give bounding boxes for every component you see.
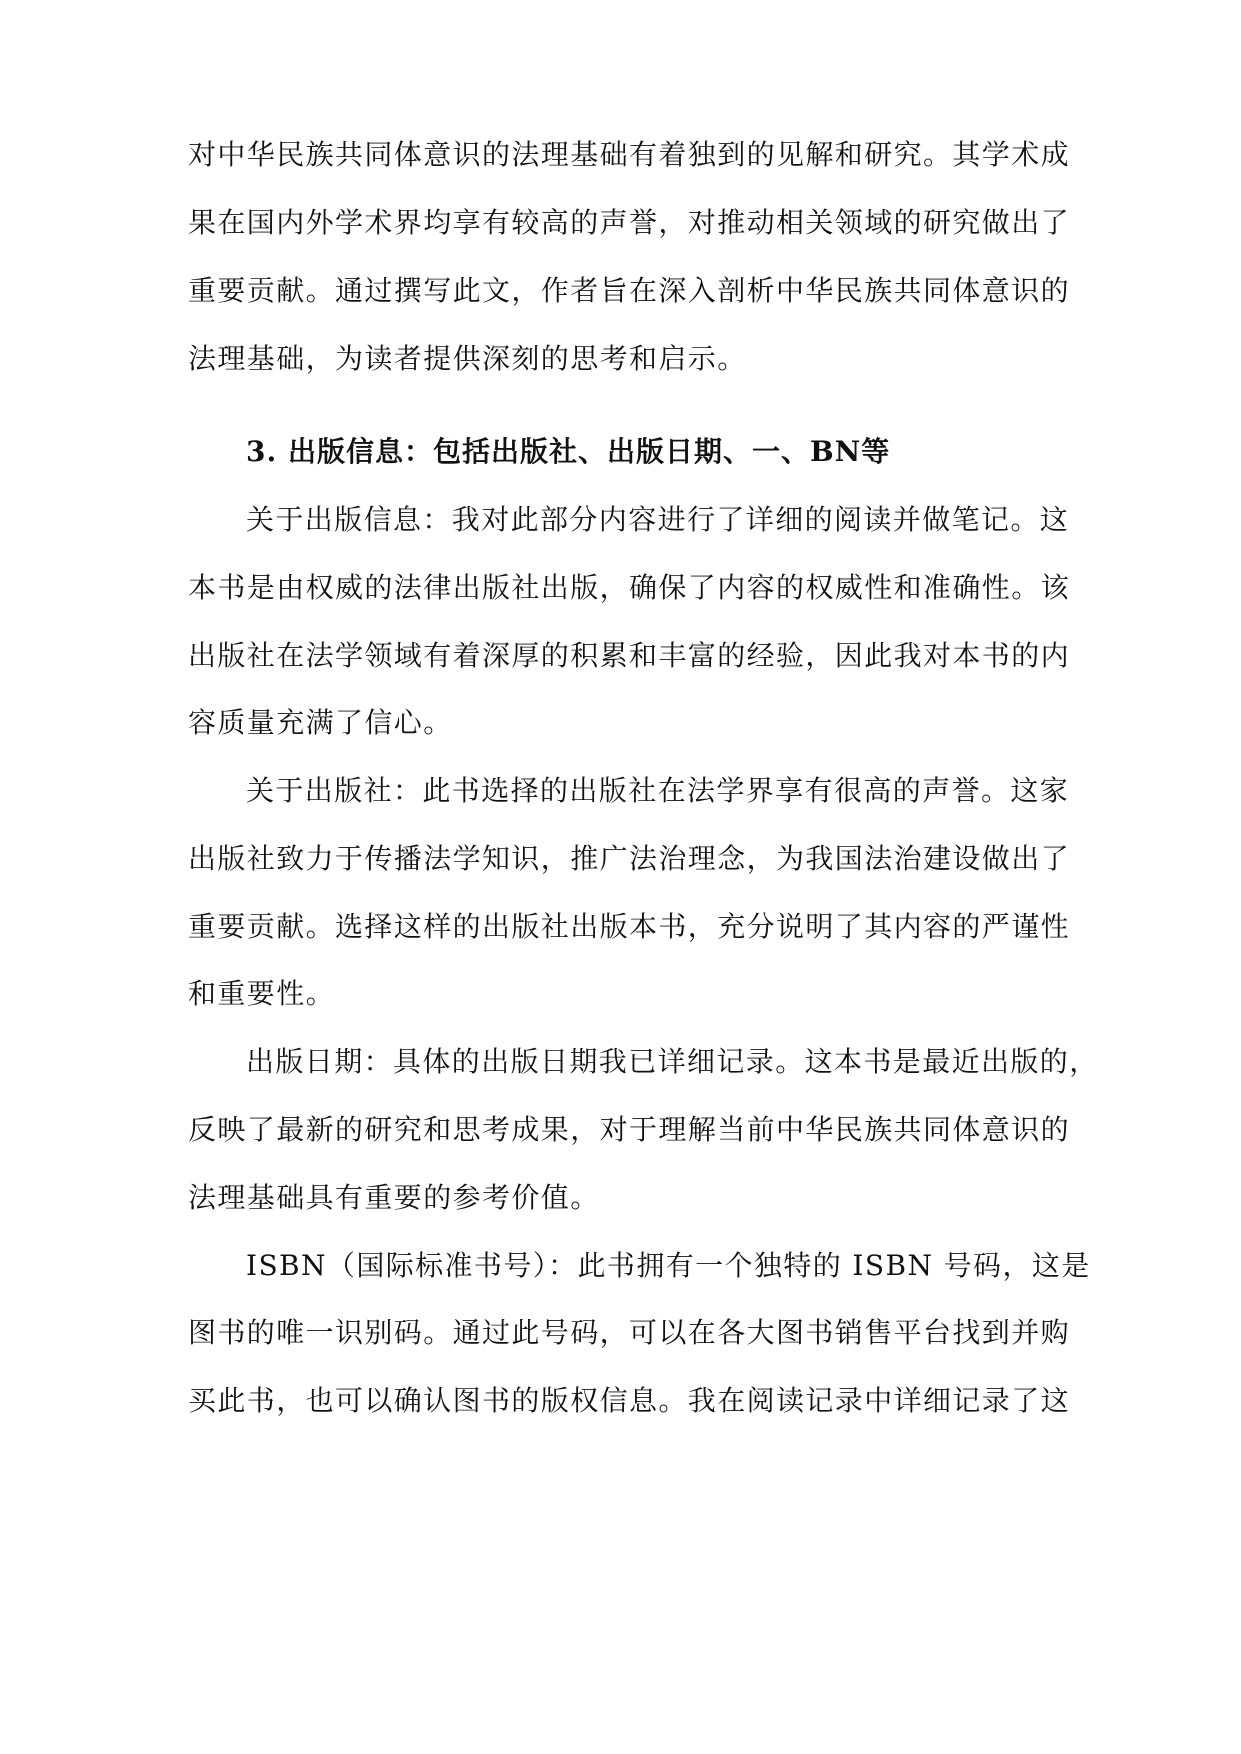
text-line: 关于出版社：此书选择的出版社在法学界享有很高的声誉。这家 [246, 774, 1070, 807]
text-line: 法理基础具有重要的参考价值。 [188, 1181, 600, 1214]
text-line: 重要贡献。选择这样的出版社出版本书，充分说明了其内容的严谨性 [188, 910, 1071, 943]
text-line: 出版社在法学领域有着深厚的积累和丰富的经验，因此我对本书的内 [188, 639, 1071, 672]
text-line: 对中华民族共同体意识的法理基础有着独到的见解和研究。其学术成 [188, 138, 1071, 171]
text-line: 图书的唯一识别码。通过此号码，可以在各大图书销售平台找到并购 [188, 1316, 1071, 1349]
section-heading: 3. 出版信息：包括出版社、出版日期、一、BN等 [246, 435, 891, 468]
text-line: ISBN（国际标准书号）：此书拥有一个独特的 ISBN 号码，这是 [246, 1249, 1091, 1282]
text-line: 容质量充满了信心。 [188, 706, 453, 739]
text-line: 关于出版信息：我对此部分内容进行了详细的阅读并做笔记。这 [246, 503, 1070, 536]
text-line: 果在国内外学术界均享有较高的声誉，对推动相关领域的研究做出了 [188, 206, 1071, 239]
text-line: 买此书，也可以确认图书的版权信息。我在阅读记录中详细记录了这 [188, 1384, 1071, 1417]
text-line: 本书是由权威的法律出版社出版，确保了内容的权威性和准确性。该 [188, 571, 1071, 604]
text-line: 重要贡献。通过撰写此文，作者旨在深入剖析中华民族共同体意识的 [188, 274, 1071, 307]
text-line: 反映了最新的研究和思考成果，对于理解当前中华民族共同体意识的 [188, 1113, 1071, 1146]
text-line: 和重要性。 [188, 977, 336, 1010]
text-line: 出版社致力于传播法学知识，推广法治理念，为我国法治建设做出了 [188, 842, 1071, 875]
text-line: 出版日期：具体的出版日期我已详细记录。这本书是最近出版的， [246, 1045, 1099, 1078]
text-line: 法理基础，为读者提供深刻的思考和启示。 [188, 342, 747, 375]
